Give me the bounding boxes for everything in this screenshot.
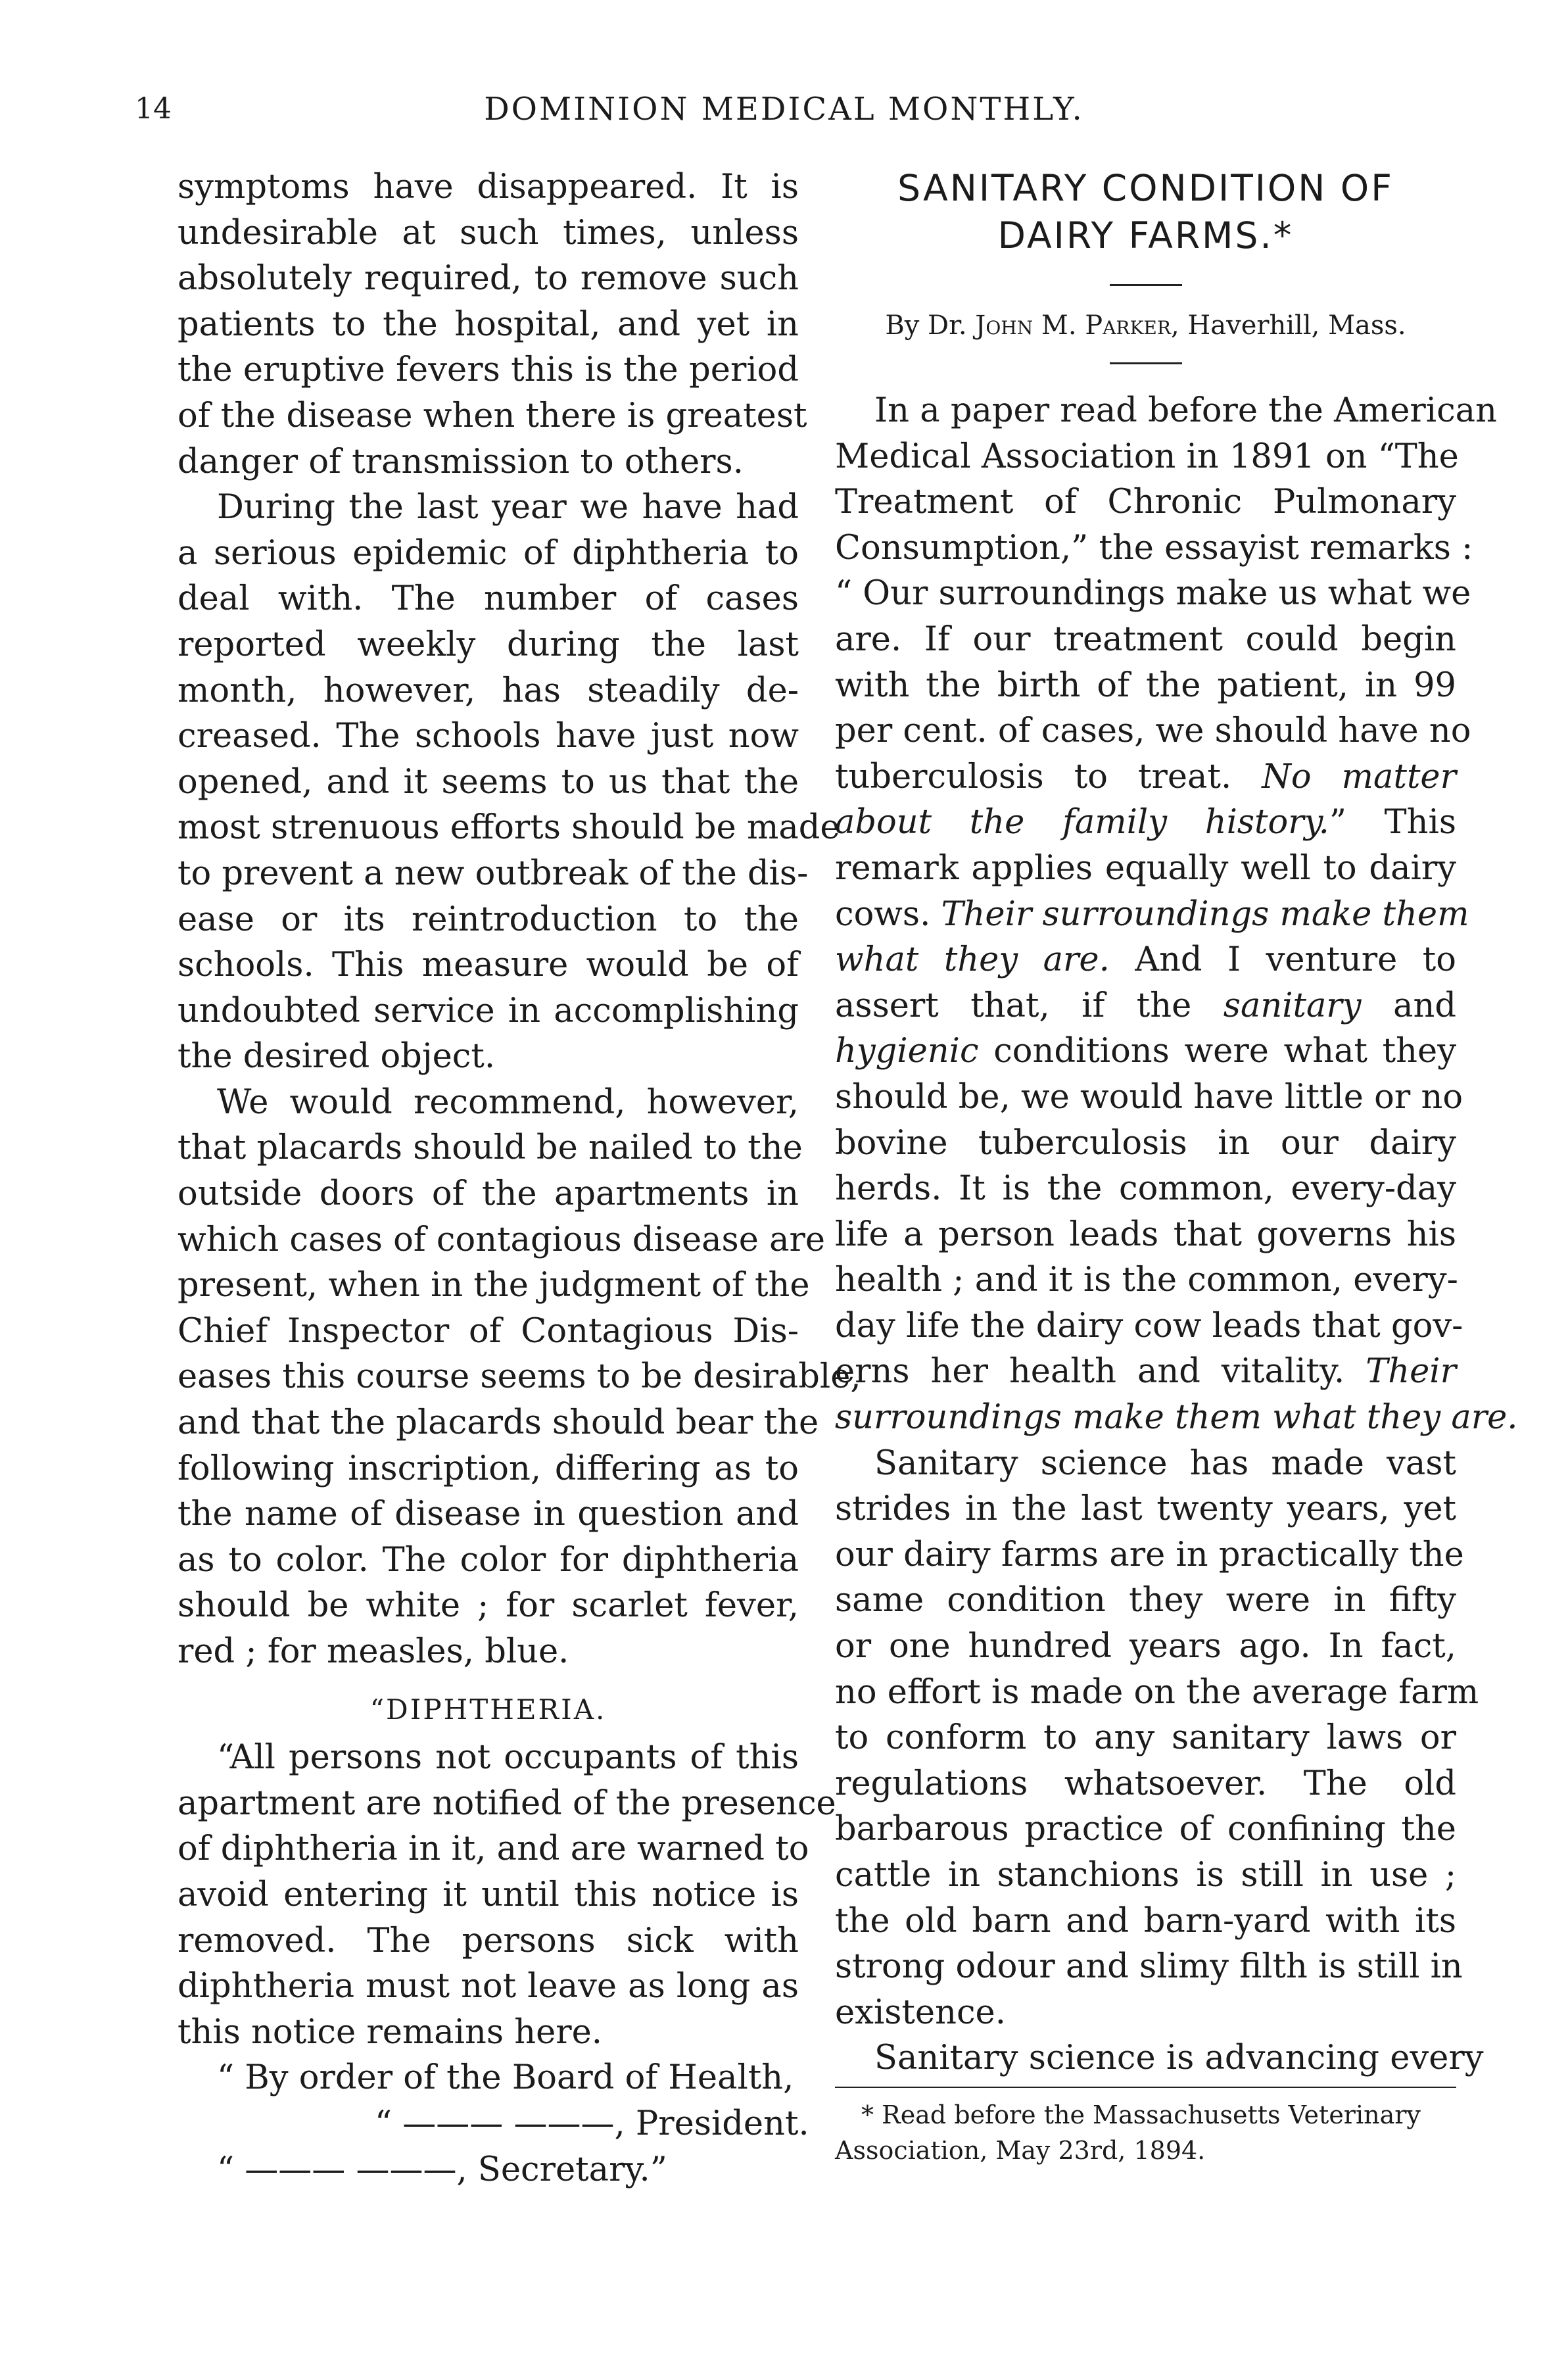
text-line: day life the dairy cow leads that gov- xyxy=(835,1306,1463,1345)
article-title: SANITARY CONDITION OF xyxy=(897,167,1394,209)
text-line: bovine tuberculosis in our dairy xyxy=(835,1123,1456,1163)
text-line: regulations whatsoever. The old xyxy=(835,1764,1456,1803)
text-line: to prevent a new outbreak of the dis- xyxy=(178,854,809,893)
text-line: undesirable at such times, unless xyxy=(178,213,799,253)
text-line: or one hundred years ago. In fact, xyxy=(835,1627,1456,1666)
byline: By Dr. John M. Parker, Haverhill, Mass. xyxy=(885,310,1406,341)
text-line: the desired object. xyxy=(178,1037,496,1077)
text-line: our dairy farms are in practically the xyxy=(835,1535,1464,1574)
text-line: assert that, if the sanitary and xyxy=(835,986,1456,1025)
paragraph xyxy=(835,1441,1479,2036)
notice-text xyxy=(178,1735,836,2055)
text-line: are. If our treatment could begin xyxy=(835,619,1456,659)
article-title-line-2: DAIRY FARMS.* xyxy=(997,214,1294,256)
left-column xyxy=(178,164,861,2192)
text-line: absolutely required, to remove such xyxy=(178,259,799,299)
text-line: surroundings make them what they are. xyxy=(835,1398,1518,1438)
byline-rule xyxy=(1110,362,1182,364)
paragraph xyxy=(178,1080,861,1675)
text-line: apartment are notified of the presence xyxy=(178,1783,836,1823)
text-line: symptoms have disappeared. It is xyxy=(178,168,799,206)
text-line: schools. This measure would be of xyxy=(178,946,799,985)
text-line: reported weekly during the last xyxy=(178,625,799,664)
text-line: avoid entering it until this notice is xyxy=(178,1875,799,1914)
right-column xyxy=(835,164,1518,2168)
text-line: “ Our surroundings make us what we xyxy=(835,574,1471,614)
text-line: During the last year we have had xyxy=(217,488,799,527)
text-line: deal with. The number of cases xyxy=(178,579,799,619)
text-line: remark applies equally well to dairy xyxy=(835,848,1456,888)
text-line: life a person leads that governs his xyxy=(835,1215,1456,1254)
text-line: opened, and it seems to us that the xyxy=(178,762,799,802)
text-line: health ; and it is the common, every- xyxy=(835,1261,1458,1300)
text-line: * Read before the Massachusetts Veterinary xyxy=(861,2100,1421,2129)
paragraph xyxy=(835,2035,1484,2081)
text-line: ease or its reintroduction to the xyxy=(178,900,799,939)
text-line: no effort is made on the average farm xyxy=(835,1672,1479,1712)
secretary-line: “ ——— ———, Secretary.” xyxy=(217,2150,667,2189)
footnote-rule xyxy=(835,2087,1456,2088)
text-line: hygienic conditions were what they xyxy=(835,1032,1456,1071)
title-rule xyxy=(1110,284,1182,286)
text-line: tuberculosis to treat. No matter xyxy=(835,757,1456,796)
text-line: danger of transmission to others. xyxy=(178,442,744,481)
president-line: “ ——— ———, President. xyxy=(375,2104,809,2143)
text-line: Medical Association in 1891 on “The xyxy=(835,437,1459,476)
text-line: should be, we would have little or no xyxy=(835,1077,1463,1117)
text-line: red ; for measles, blue. xyxy=(178,1632,569,1671)
page-number: 14 xyxy=(135,92,172,126)
text-line: patients to the hospital, and yet in xyxy=(178,304,799,344)
text-line: following inscription, differing as to xyxy=(178,1449,799,1488)
text-line: same condition they were in fifty xyxy=(835,1581,1456,1620)
text-line: the old barn and barn-yard with its xyxy=(835,1901,1456,1941)
text-line: Chief Inspector of Contagious Dis- xyxy=(178,1311,799,1351)
text-line: that placards should be nailed to the xyxy=(178,1128,803,1168)
text-line: outside doors of the apartments in xyxy=(178,1175,799,1214)
text-line: to conform to any sanitary laws or xyxy=(835,1718,1456,1758)
text-line: the eruptive fevers this is the period xyxy=(178,351,799,390)
text-line: In a paper read before the American xyxy=(874,391,1497,430)
text-line: present, when in the judgment of the xyxy=(178,1266,810,1305)
text-line: should be white ; for scarlet fever, xyxy=(178,1586,799,1626)
text-line: We would recommend, however, xyxy=(217,1082,799,1122)
text-line: cows. Their surroundings make them xyxy=(835,894,1469,934)
text-line: Consumption,” the essayist remarks : xyxy=(835,528,1473,568)
text-line: this notice remains here. xyxy=(178,2012,603,2052)
text-line: as to color. The color for diphtheria xyxy=(178,1540,799,1580)
text-line: Sanitary science is advancing every xyxy=(874,2039,1484,2078)
text-line: “All persons not occupants of this xyxy=(217,1738,799,1778)
text-line: undoubted service in accomplishing xyxy=(178,991,799,1030)
running-head: DOMINION MEDICAL MONTHLY. xyxy=(484,91,1084,128)
text-line: strides in the last twenty years, yet xyxy=(835,1490,1456,1529)
text-line: the name of disease in question and xyxy=(178,1495,799,1534)
text-line: strong odour and slimy filth is still in xyxy=(835,1947,1463,1987)
text-line: Association, May 23rd, 1894. xyxy=(835,2135,1206,2165)
footnote xyxy=(835,2097,1456,2168)
text-line: herds. It is the common, every-day xyxy=(835,1169,1456,1209)
text-line: erns her health and vitality. Their xyxy=(835,1352,1456,1392)
paragraph xyxy=(835,388,1518,1441)
notice-title: “DIPHTHERIA. xyxy=(369,1693,607,1726)
order-line: “ By order of the Board of Health, xyxy=(217,2058,794,2098)
text-line: of diphtheria in it, and are warned to xyxy=(178,1829,809,1869)
text-line: which cases of contagious disease are xyxy=(178,1220,826,1259)
text-line: a serious epidemic of diphtheria to xyxy=(178,533,799,573)
paragraph xyxy=(178,164,807,485)
text-line: about the family history.” This xyxy=(835,803,1456,842)
text-line: what they are. And I venture to xyxy=(835,940,1456,980)
text-line: cattle in stanchions is still in use ; xyxy=(835,1856,1456,1895)
text-line: eases this course seems to be desirable, xyxy=(178,1357,861,1397)
text-line: month, however, has steadily de- xyxy=(178,671,799,710)
text-line: Sanitary science has made vast xyxy=(874,1443,1456,1483)
text-line: existence. xyxy=(835,1993,1006,2032)
text-line: of the disease when there is greatest xyxy=(178,396,807,435)
text-line: creased. The schools have just now xyxy=(178,717,799,756)
text-line: with the birth of the patient, in 99 xyxy=(835,666,1456,705)
text-line: and that the placards should bear the xyxy=(178,1403,819,1443)
text-line: removed. The persons sick with xyxy=(178,1921,799,1960)
text-line: diphtheria must not leave as long as xyxy=(178,1967,799,2006)
text-line: barbarous practice of confining the xyxy=(835,1810,1456,1849)
text-line: per cent. of cases, we should have no xyxy=(835,712,1471,751)
text-line: most strenuous efforts should be made xyxy=(178,808,840,848)
text-line: Treatment of Chronic Pulmonary xyxy=(835,483,1456,522)
paragraph xyxy=(178,485,840,1080)
